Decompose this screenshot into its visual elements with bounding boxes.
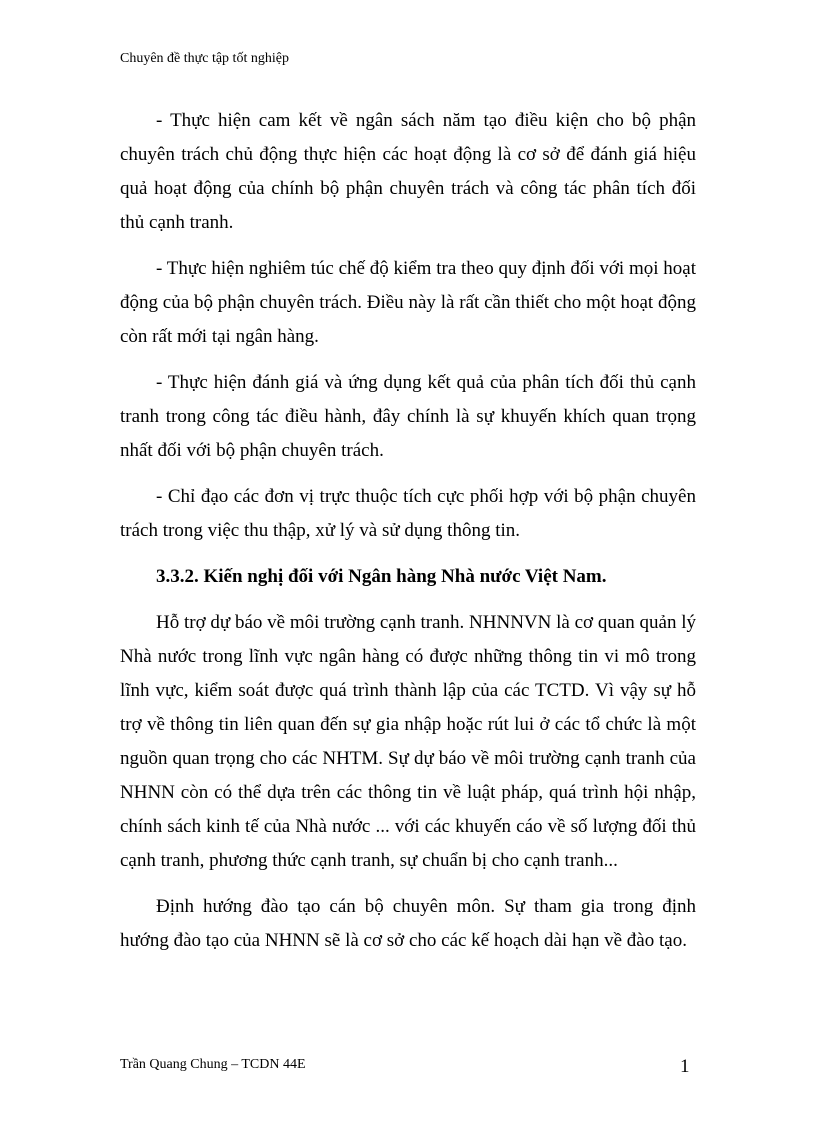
- body-text: [120, 104, 696, 970]
- running-header: Chuyên đề thực tập tốt nghiệp: [120, 51, 289, 66]
- paragraph-evaluation-application: - Thực hiện đánh giá và ứng dụng kết quả của phân tích đối thủ cạnh tranh trong công tác điều hành, đây chính là sự khuyến khích quan trọng nhất đối với bộ phận chuyên trách.: [120, 372, 696, 461]
- paragraph-inspection-regime: - Thực hiện nghiêm túc chế độ kiểm tra theo quy định đối với mọi hoạt động của bộ phận chuyên trách. Điều này là rất cần thiết cho một hoạt động còn rất mới tại ngân hàng.: [120, 258, 696, 347]
- page-number: 1: [680, 1056, 690, 1077]
- paragraph-forecast-support: Hỗ trợ dự báo về môi trường cạnh tranh. NHNNVN là cơ quan quản lý Nhà nước trong lĩnh vực ngân hàng có được những thông tin vi mô trong lĩnh vực, kiểm soát được quá trình thành lập của các TCTD. Vì vậy sự hỗ trợ về thông tin liên quan đến sự gia nhập hoặc rút lui ở các tổ chức là một nguồn quan trọng cho các NHTM. Sự dự báo về môi trường cạnh tranh của NHNN còn có thể dựa trên các thông tin về luật pháp, quá trình hội nhập, chính sách kinh tế của Nhà nước ... với các khuyến cáo về số lượng đối thủ cạnh tranh, phương thức cạnh tranh, sự chuẩn bị cho cạnh tranh...: [120, 612, 696, 871]
- footer-author: Trần Quang Chung – TCDN 44E: [120, 1057, 306, 1072]
- section-heading: 3.3.2. Kiến nghị đối với Ngân hàng Nhà nước Việt Nam.: [156, 566, 607, 587]
- paragraph-training-orientation: Định hướng đào tạo cán bộ chuyên môn. Sự tham gia trong định hướng đào tạo của NHNN sẽ là cơ sở cho các kế hoạch dài hạn về đào tạo.: [120, 896, 696, 951]
- paragraph-unit-coordination: - Chỉ đạo các đơn vị trực thuộc tích cực phối hợp với bộ phận chuyên trách trong việc thu thập, xử lý và sử dụng thông tin.: [120, 486, 696, 541]
- paragraph-budget-commitment: - Thực hiện cam kết về ngân sách năm tạo điều kiện cho bộ phận chuyên trách chủ động thực hiện các hoạt động là cơ sở để đánh giá hiệu quả hoạt động của chính bộ phận chuyên trách và công tác phân tích đối thủ cạnh tranh.: [120, 110, 696, 233]
